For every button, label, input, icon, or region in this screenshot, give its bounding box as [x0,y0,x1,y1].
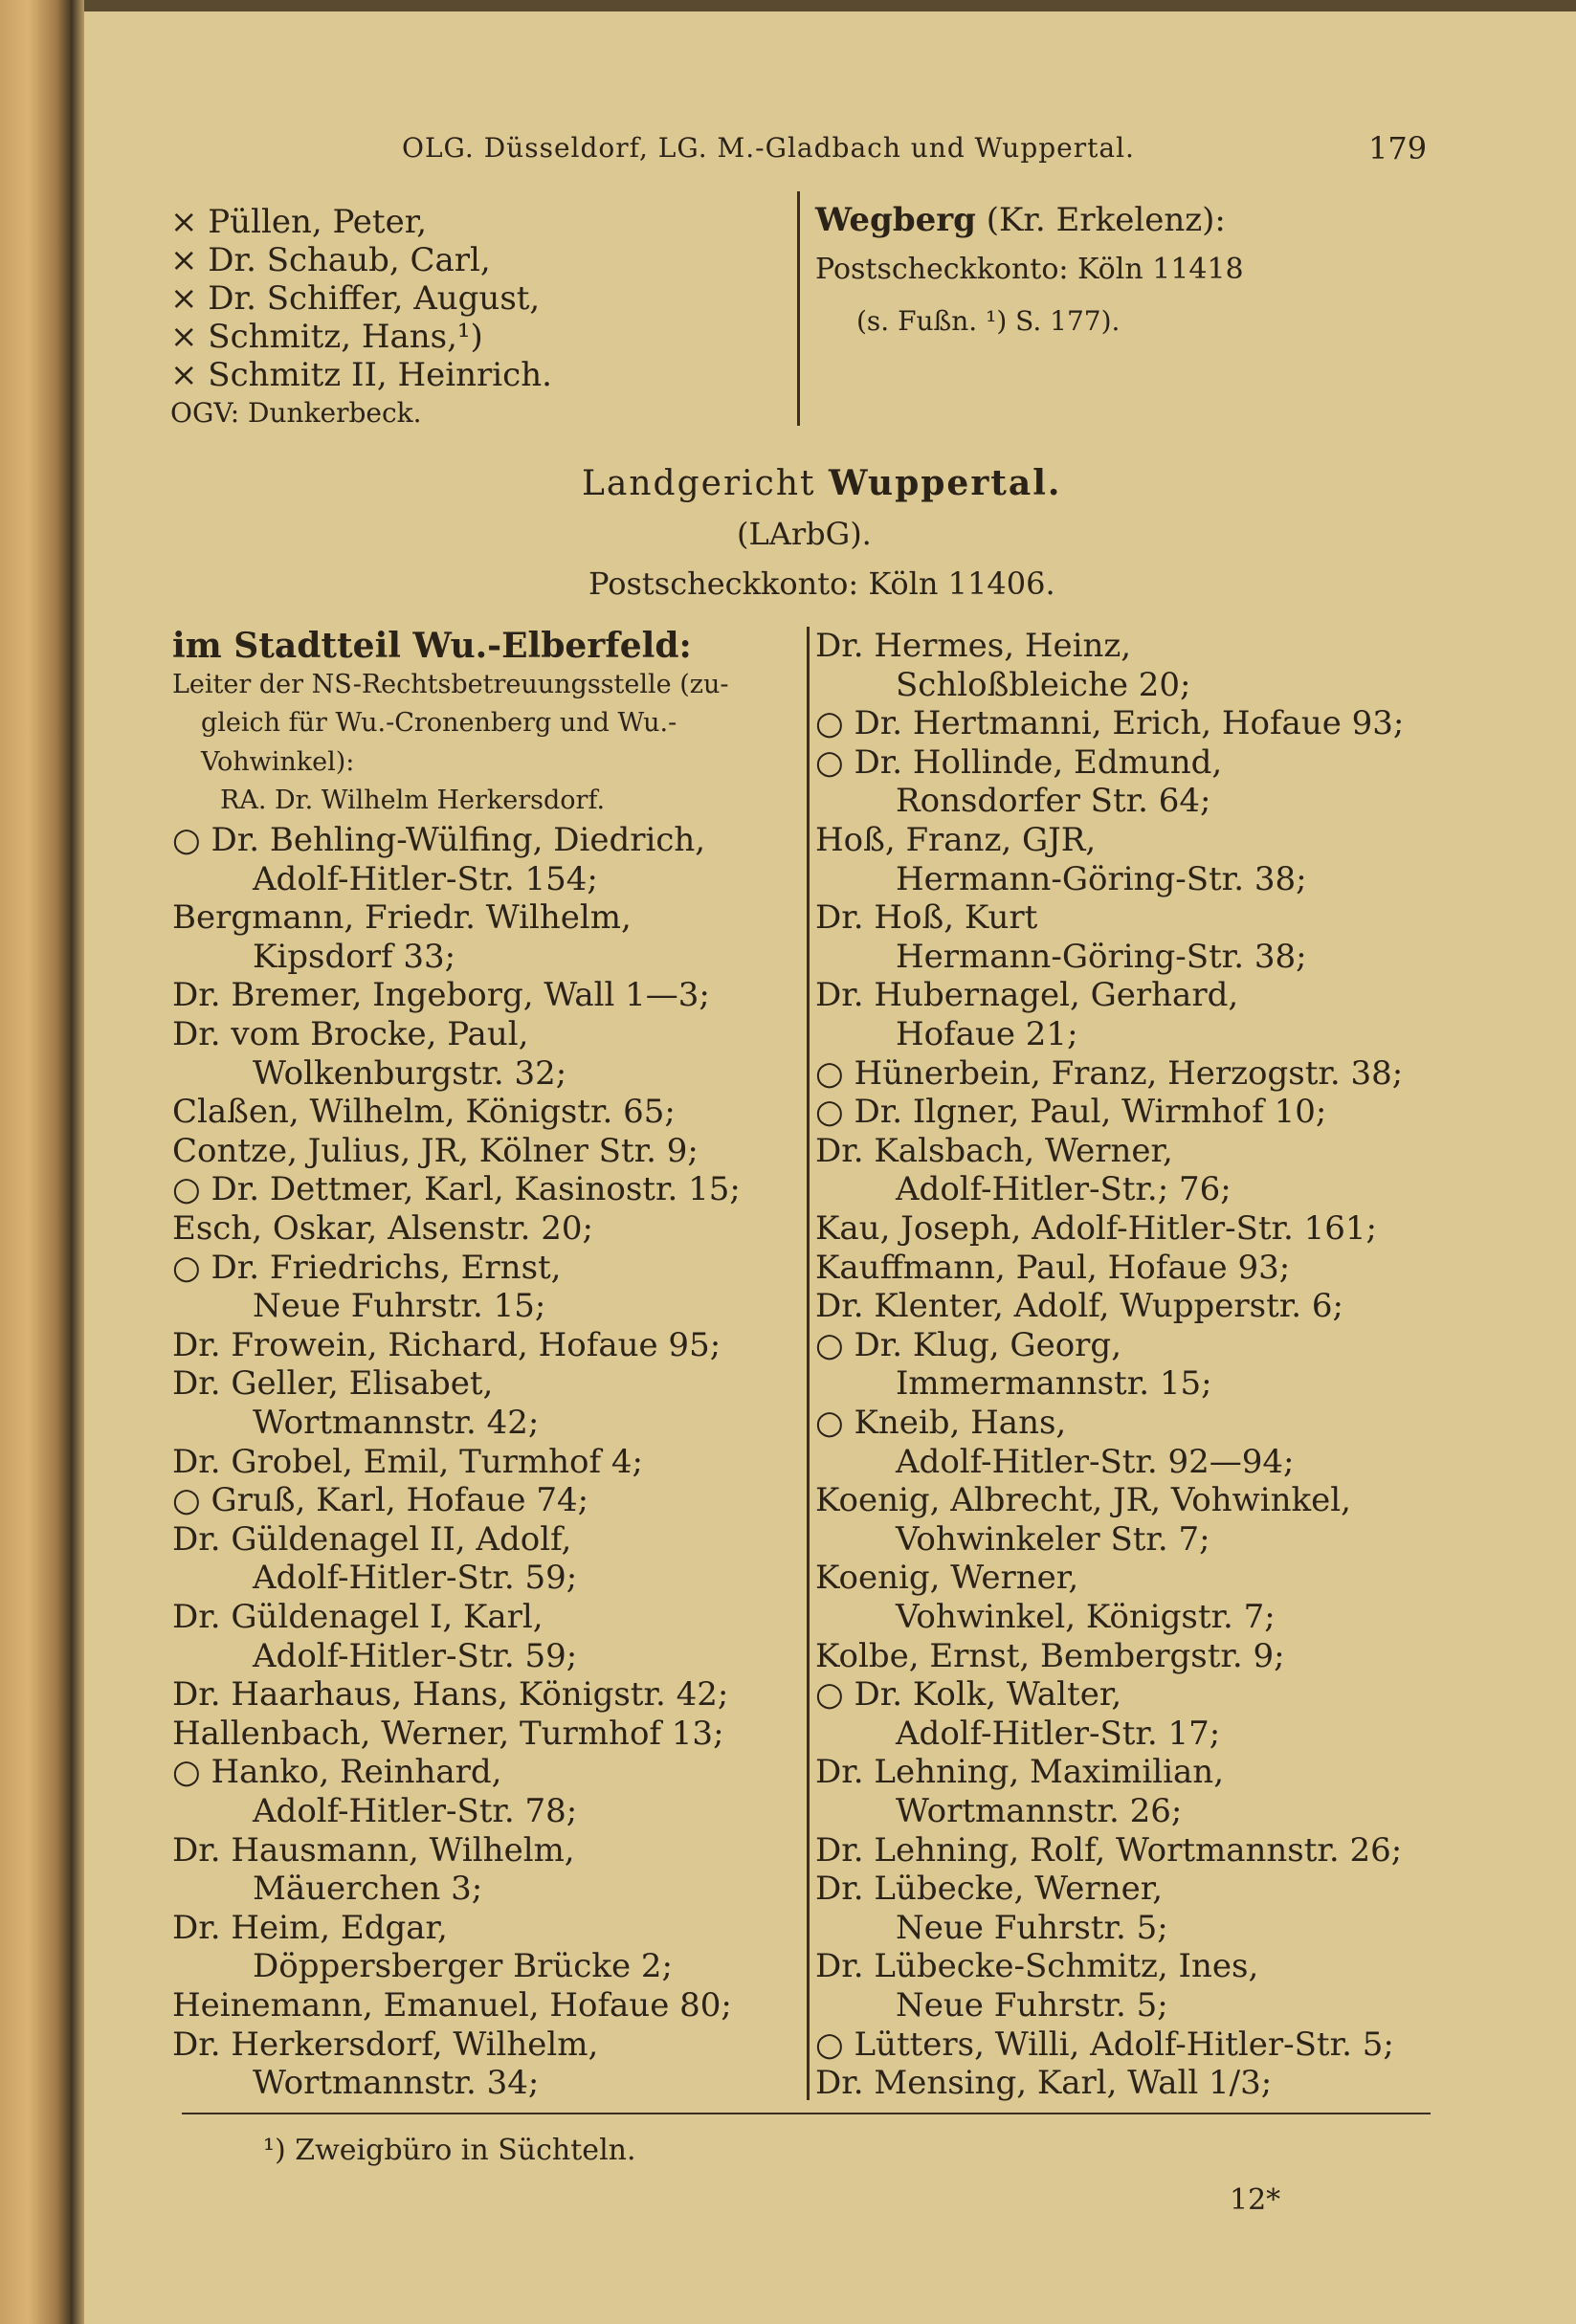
right-entry: Hoß, Franz, GJR, [815,821,1097,859]
left-entry: Dr. Bremer, Ingeborg, Wall 1—3; [172,976,710,1015]
left-entry: ○ Dr. Behling-Wülfing, Diedrich, [172,821,706,859]
right-entry: Neue Fuhrstr. 5; [896,1986,1168,2025]
right-entry: Neue Fuhrstr. 5; [896,1908,1168,1947]
left-entry: Wortmannstr. 42; [253,1404,540,1442]
right-entry: Hermann-Göring-Str. 38; [896,937,1307,976]
right-entry: Dr. Lehning, Rolf, Wortmannstr. 26; [815,1830,1403,1870]
right-entry: ○ Lütters, Willi, Adolf-Hitler-Str. 5; [815,2025,1394,2064]
right-entry: Dr. Hubernagel, Gerhard, [815,976,1239,1015]
section-subtitle: (LArbG). [737,516,872,552]
page-left-edge [0,0,71,2324]
left-entry: ○ Gruß, Karl, Hofaue 74; [172,1481,589,1520]
footnote: ¹) Zweigbüro in Süchteln. [263,2134,636,2167]
top-left-entry: × Schmitz, Hans,¹) [170,318,483,356]
left-entry: Kipsdorf 33; [253,937,456,976]
left-entry: Dr. Haarhaus, Hans, Königstr. 42; [172,1675,729,1715]
right-entry: ○ Kneib, Hans, [815,1404,1067,1442]
wegberg-account: Postscheckkonto: Köln 11418 [815,253,1244,286]
right-entry: ○ Dr. Hollinde, Edmund, [815,742,1223,782]
left-entry: ○ Dr. Dettmer, Karl, Kasinostr. 15; [172,1170,741,1209]
wegberg-footnote-ref: (s. Fußn. ¹) S. 177). [856,305,1121,337]
left-entry: Esch, Oskar, Alsenstr. 20; [172,1209,594,1248]
right-entry: ○ Dr. Ilgner, Paul, Wirmhof 10; [815,1093,1327,1132]
wegberg-name: Wegberg [815,201,976,239]
left-entry: Adolf-Hitler-Str. 59; [253,1636,578,1675]
left-entry: Bergmann, Friedr. Wilhelm, [172,898,632,938]
left-entry: Dr. Heim, Edgar, [172,1908,448,1947]
left-entry: Leiter der NS-Rechtsbetreuungsstelle (zu- [172,669,729,699]
right-entry: Immermannstr. 15; [896,1364,1212,1404]
section-title-city: Wuppertal. [828,463,1062,503]
top-left-entry: × Dr. Schaub, Carl, [170,241,491,279]
right-entry: Hofaue 21; [896,1015,1078,1053]
right-entry: Kau, Joseph, Adolf-Hitler-Str. 161; [815,1209,1378,1248]
top-left-entry: × Schmitz II, Heinrich. [170,356,552,394]
left-entry: gleich für Wu.-Cronenberg und Wu.- [201,708,677,739]
right-entry: Schloßbleiche 20; [896,665,1191,704]
wegberg-heading [815,201,1226,239]
binding-crease [71,0,84,2324]
running-head: OLG. Düsseldorf, LG. M.-Gladbach und Wuppertal. [402,132,1135,164]
right-entry: Dr. Lehning, Maximilian, [815,1753,1225,1792]
wegberg-district: (Kr. Erkelenz): [975,201,1226,239]
right-entry: ○ Dr. Kolk, Walter, [815,1675,1122,1715]
top-column-divider [797,191,800,426]
right-entry: Vohwinkel, Königstr. 7; [896,1598,1276,1636]
left-entry: Adolf-Hitler-Str. 78; [253,1792,578,1830]
left-entry: Dr. Frowein, Richard, Hofaue 95; [172,1325,721,1364]
right-entry: ○ Dr. Hertmanni, Erich, Hofaue 93; [815,704,1405,743]
section-title-prefix: Landgericht [582,464,829,503]
right-entry: Ronsdorfer Str. 64; [896,782,1211,821]
left-entry: Heinemann, Emanuel, Hofaue 80; [172,1986,732,2025]
scan-top-border [0,0,1576,11]
signature-mark: 12* [1230,2183,1281,2217]
left-entry: ○ Dr. Friedrichs, Ernst, [172,1248,562,1287]
right-entry: ○ Hünerbein, Franz, Herzogstr. 38; [815,1053,1404,1093]
top-left-entry: OGV: Dunkerbeck. [170,397,422,429]
left-entry: Wortmannstr. 34; [253,2064,540,2103]
right-entry: Kauffmann, Paul, Hofaue 93; [815,1248,1291,1287]
right-entry: Kolbe, Ernst, Bembergstr. 9; [815,1636,1285,1675]
left-entry: Dr. Geller, Elisabet, [172,1364,494,1404]
left-entry: Vohwinkel): [201,746,355,777]
page-number: 179 [1368,130,1428,166]
right-entry: Dr. Kalsbach, Werner, [815,1131,1173,1170]
left-entry: Contze, Julius, JR, Kölner Str. 9; [172,1131,699,1170]
left-entry: Neue Fuhrstr. 15; [253,1287,546,1326]
right-entry: Dr. Lübecke, Werner, [815,1870,1164,1909]
right-entry: Dr. Hermes, Heinz, [815,627,1132,665]
right-entry: Dr. Klenter, Adolf, Wupperstr. 6; [815,1287,1343,1326]
left-entry: Dr. Güldenagel II, Adolf, [172,1519,572,1559]
right-entry: Adolf-Hitler-Str. 92—94; [896,1442,1295,1481]
left-entry: Adolf-Hitler-Str. 154; [253,859,598,898]
left-entry: Adolf-Hitler-Str. 59; [253,1559,578,1598]
right-entry: Dr. Lübecke-Schmitz, Ines, [815,1947,1259,1986]
left-entry: im Stadtteil Wu.-Elberfeld: [172,626,692,666]
right-entry: Dr. Hoß, Kurt [815,898,1038,938]
left-entry: Wolkenburgstr. 32; [253,1053,567,1093]
section-account: Postscheckkonto: Köln 11406. [588,565,1055,602]
main-column-divider [807,627,810,2100]
left-entry: Dr. vom Brocke, Paul, [172,1015,529,1053]
right-entry: Koenig, Albrecht, JR, Vohwinkel, [815,1481,1351,1520]
top-left-entry: × Püllen, Peter, [170,203,428,241]
left-entry: Dr. Hausmann, Wilhelm, [172,1830,575,1870]
top-left-entry: × Dr. Schiffer, August, [170,279,541,318]
right-entry: Adolf-Hitler-Str. 17; [896,1714,1221,1753]
left-entry: Döppersberger Brücke 2; [253,1947,673,1986]
left-entry: RA. Dr. Wilhelm Herkersdorf. [220,786,606,816]
right-entry: Adolf-Hitler-Str.; 76; [896,1170,1232,1209]
footnote-rule [182,2113,1431,2114]
right-entry: Dr. Mensing, Karl, Wall 1/3; [815,2064,1273,2103]
right-entry: Hermann-Göring-Str. 38; [896,859,1307,898]
right-entry: Vohwinkeler Str. 7; [896,1519,1210,1559]
left-entry: ○ Hanko, Reinhard, [172,1753,502,1792]
left-entry: Claßen, Wilhelm, Königstr. 65; [172,1093,676,1132]
left-entry: Dr. Güldenagel I, Karl, [172,1598,544,1636]
left-entry: Mäuerchen 3; [253,1870,483,1909]
left-entry: Hallenbach, Werner, Turmhof 13; [172,1714,724,1753]
right-entry: Wortmannstr. 26; [896,1792,1183,1830]
right-entry: ○ Dr. Klug, Georg, [815,1325,1121,1364]
left-entry: Dr. Herkersdorf, Wilhelm, [172,2025,599,2064]
right-entry: Koenig, Werner, [815,1559,1079,1598]
left-entry: Dr. Grobel, Emil, Turmhof 4; [172,1442,643,1481]
section-title [582,464,1061,503]
